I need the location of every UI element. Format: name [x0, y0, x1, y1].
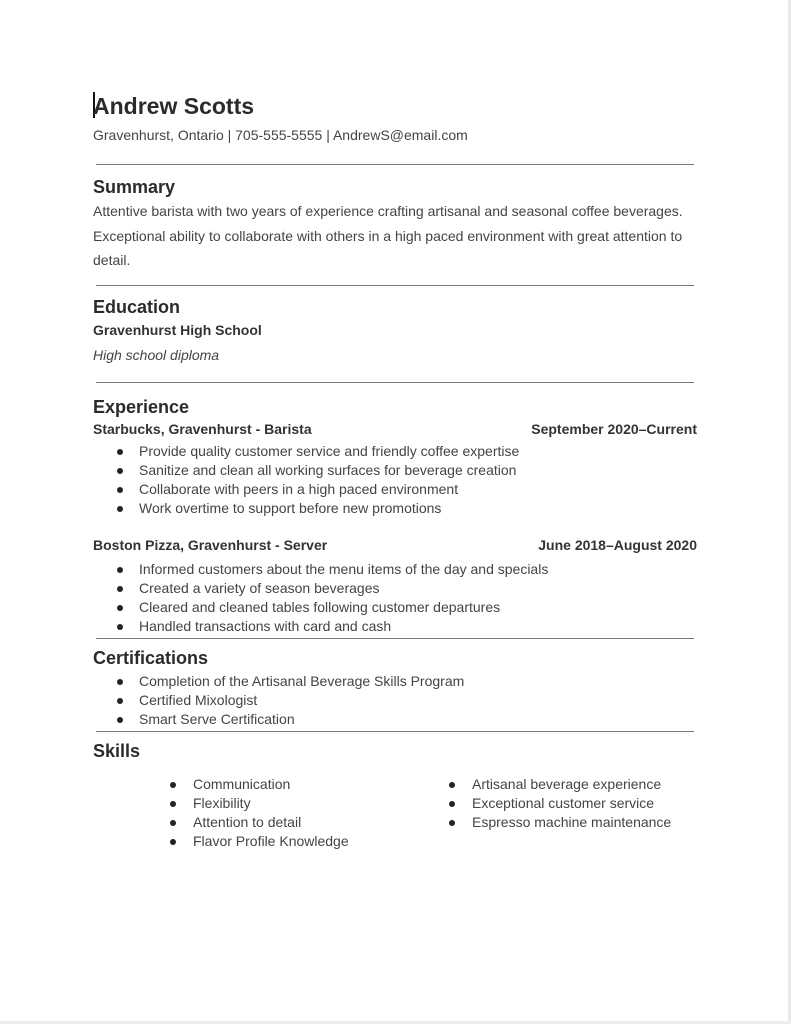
list-item[interactable]: Certified Mixologist	[93, 691, 697, 710]
summary-heading[interactable]: Summary	[93, 177, 176, 197]
degree[interactable]: High school diploma	[93, 346, 220, 363]
summary-text[interactable]: Attentive barista with two years of experience crafting artisanal and seasonal coffee beverages. Exceptional ability to collaborate with others in a high paced environment with great attention to detail.	[93, 203, 683, 268]
school-name[interactable]: Gravenhurst High School	[93, 321, 262, 338]
list-item[interactable]: Attention to detail	[169, 813, 448, 832]
list-item[interactable]: Artisanal beverage experience	[448, 775, 688, 794]
experience-heading[interactable]: Experience	[93, 396, 190, 417]
list-item[interactable]: Espresso machine maintenance	[448, 813, 688, 832]
divider	[96, 285, 694, 286]
list-item[interactable]: Communication	[169, 775, 448, 794]
skills-left-list	[169, 775, 448, 851]
job-header	[93, 420, 697, 438]
list-item[interactable]: Informed customers about the menu items of the day and specials	[93, 560, 697, 579]
divider	[96, 164, 694, 165]
job-role[interactable]: Boston Pizza, Gravenhurst - Server	[93, 536, 328, 553]
job-dates[interactable]: September 2020–Current	[531, 420, 697, 437]
list-item[interactable]: Handled transactions with card and cash	[93, 617, 697, 636]
list-item[interactable]: Smart Serve Certification	[93, 710, 697, 729]
job-bullets	[93, 560, 697, 636]
skills-heading[interactable]: Skills	[93, 740, 141, 761]
list-item[interactable]: Flavor Profile Knowledge	[169, 832, 448, 851]
resume-name[interactable]: Andrew Scotts	[93, 93, 255, 119]
resume-document[interactable]	[93, 92, 697, 851]
divider	[96, 731, 694, 732]
divider	[96, 382, 694, 383]
skills-right-list	[448, 775, 688, 851]
list-item[interactable]: Cleared and cleaned tables following customer departures	[93, 598, 697, 617]
job-dates[interactable]: June 2018–August 2020	[538, 536, 697, 553]
list-item[interactable]: Sanitize and clean all working surfaces for beverage creation	[93, 461, 697, 480]
list-item[interactable]: Completion of the Artisanal Beverage Skills Program	[93, 672, 697, 691]
job-role[interactable]: Starbucks, Gravenhurst - Barista	[93, 420, 312, 437]
certification-list	[93, 672, 697, 729]
job-header	[93, 536, 697, 554]
divider	[96, 638, 694, 639]
certifications-heading[interactable]: Certifications	[93, 647, 209, 668]
education-heading[interactable]: Education	[93, 296, 181, 317]
list-item[interactable]: Flexibility	[169, 794, 448, 813]
list-item[interactable]: Provide quality customer service and friendly coffee expertise	[93, 442, 697, 461]
contact-line[interactable]: Gravenhurst, Ontario | 705-555-5555 | AndrewS@email.com	[93, 127, 468, 143]
list-item[interactable]: Work overtime to support before new promotions	[93, 499, 697, 518]
skills-columns	[93, 775, 697, 851]
list-item[interactable]: Collaborate with peers in a high paced environment	[93, 480, 697, 499]
list-item[interactable]: Exceptional customer service	[448, 794, 688, 813]
job-bullets	[93, 442, 697, 518]
list-item[interactable]: Created a variety of season beverages	[93, 579, 697, 598]
